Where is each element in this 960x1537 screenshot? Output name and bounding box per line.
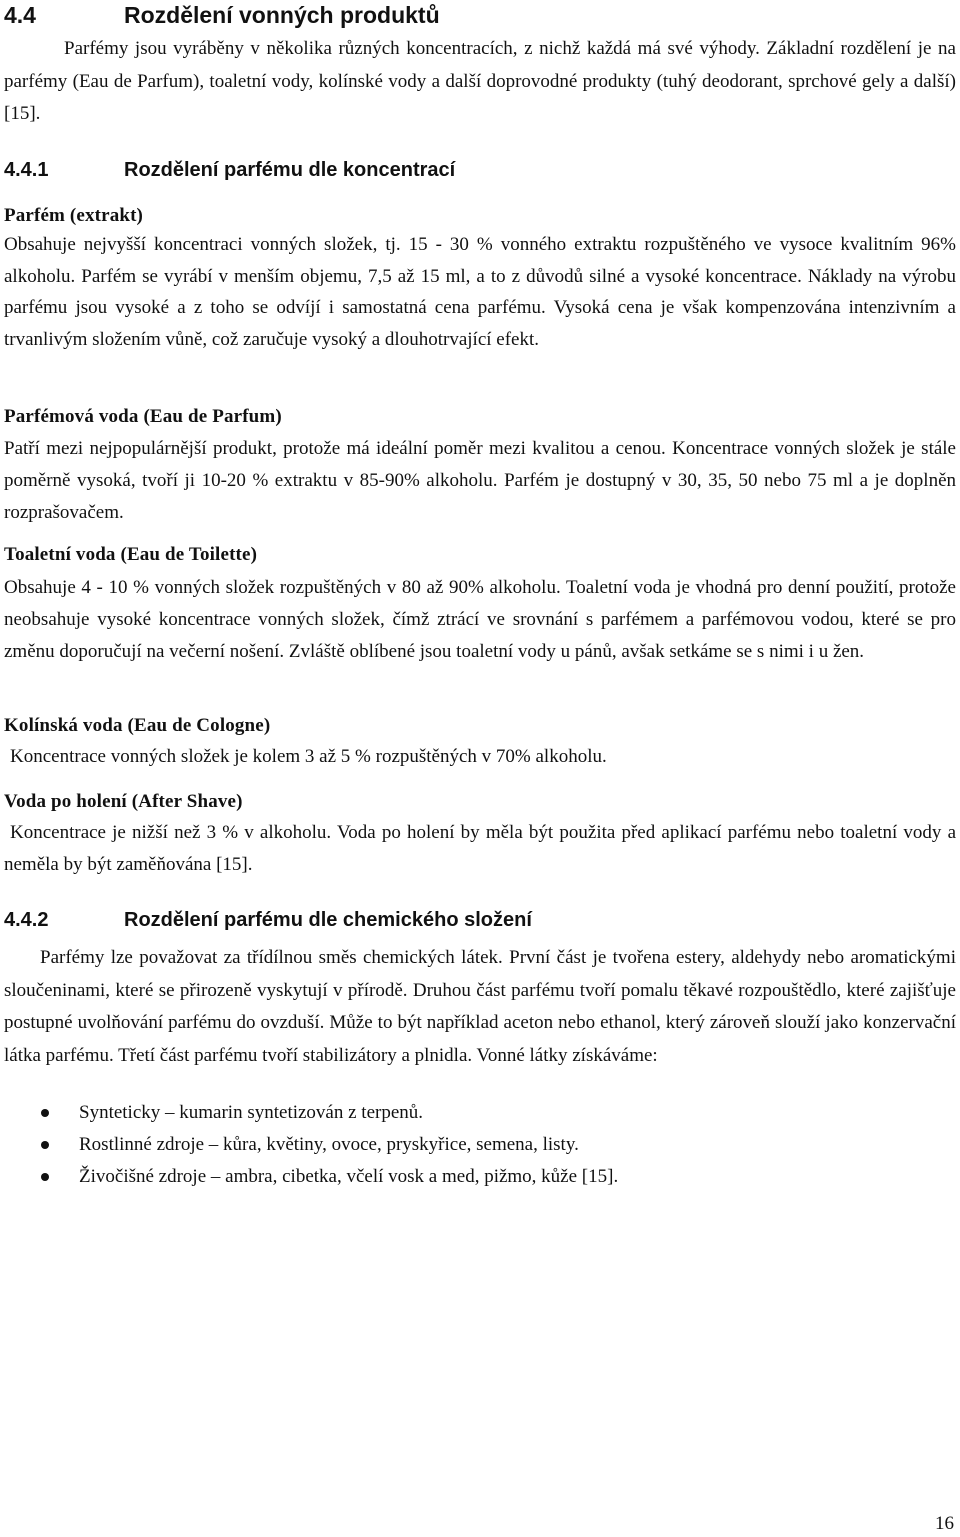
subsection-title-1: Rozdělení parfému dle koncentrací [124,159,456,181]
type-text-edp: Patří mezi nejpopulárnější produkt, protože má ideální poměr mezi kvalitou a cenou. Koncentrace vonných složek je stále poměrně vysoká, tvoří ji 10-20 % extraktu v 85-90% alkoholu. Parfém je dostupný v 30, 35, 50 nebo 75 ml a je doplněn rozprašovačem. [4,438,956,523]
subsection-number-1: 4.4.1 [4,159,49,181]
section-title: Rozdělení vonných produktů [124,2,440,28]
type-heading-aftershave: Voda po holení (After Shave) [4,791,243,812]
bullet-icon [41,1141,49,1149]
type-text-edt: Obsahuje 4 - 10 % vonných složek rozpuštěných v 80 až 90% alkoholu. Toaletní voda je vhodná pro denní použití, protože neobsahuje vysoké koncentrace vonných složek, čímž ztrácí ve srovnání s parfémem a parfémovou vodou, které se pro změnu doporučují na večerní nošení. Zvláště oblíbené jsou toaletní vody u pánů, avšak setkáme se s nimi i u žen. [4,577,956,662]
type-heading-edp: Parfémová voda (Eau de Parfum) [4,406,282,427]
section-heading [4,0,440,30]
list-item [4,1129,954,1161]
list-item [4,1161,954,1193]
list-item-text: Synteticky – kumarin syntetizován z terpenů. [79,1102,424,1123]
list-item-text: Živočišné zdroje – ambra, cibetka, včelí vosk a med, pižmo, kůže [15]. [79,1166,619,1187]
type-text-edc: Koncentrace vonných složek je kolem 3 až 5 % rozpuštěných v 70% alkoholu. [10,746,607,767]
list-item [4,1097,954,1129]
section-number: 4.4 [4,2,36,28]
subsection-number-2: 4.4.2 [4,909,49,931]
type-heading-edt: Toaletní voda (Eau de Toilette) [4,544,258,565]
type-heading-parfem: Parfém (extrakt) [4,205,144,226]
type-text-parfem: Obsahuje nejvyšší koncentraci vonných složek, tj. 15 - 30 % vonného extraktu rozpuštěného ve vysoce kvalitním 96% alkoholu. Parfém se vyrábí v menším objemu, 7,5 až 15 ml, a to z důvodů silné a vysoké koncentrace. Náklady na výrobu parfému jsou vysoké a z toho se odvíjí i samostatná cena parfému. Vysoká cena je však kompenzována intenzivním a trvanlivým složením vůně, což zaručuje vysoký a dlouhotrvající efekt. [4,234,956,350]
type-text-aftershave: Koncentrace je nižší než 3 % v alkoholu. Voda po holení by měla být použita před aplikací parfému nebo toaletní vody a neměla by být zaměňována [15]. [4,822,956,875]
intro-paragraph: Parfémy jsou vyráběny v několika různých koncentracích, z nichž každá má své výhody. Základní rozdělení je na parfémy (Eau de Parfum), toaletní vody, kolínské vody a další doprovodné produkty (tuhý deodorant, sprchové gely a další) [15]. [4,38,956,124]
subsection-title-2: Rozdělení parfému dle chemického složení [124,909,532,931]
chemical-paragraph: Parfémy lze považovat za třídílnou směs chemických látek. První část je tvořena estery, aldehydy nebo aromatickými sloučeninami, které se přirozeně vyskytují v přírodě. Druhou část parfému tvoří pomalu těkavé rozpouštědlo, které zajišťuje postupné uvolňování parfému do ovzduší. Může to být například aceton nebo ethanol, který zároveň slouží jako konzervační látka parfému. Třetí část parfému tvoří stabilizátory a plnidla. Vonné látky získáváme: [4,947,956,1066]
bullet-icon [41,1173,49,1181]
page-number: 16 [935,1513,954,1534]
subsection-heading-2 [4,906,532,934]
subsection-heading-1 [4,156,455,184]
type-heading-edc: Kolínská voda (Eau de Cologne) [4,715,271,736]
bullet-icon [41,1109,49,1117]
list-item-text: Rostlinné zdroje – kůra, květiny, ovoce, pryskyřice, semena, listy. [79,1134,579,1155]
source-list [4,1097,954,1193]
